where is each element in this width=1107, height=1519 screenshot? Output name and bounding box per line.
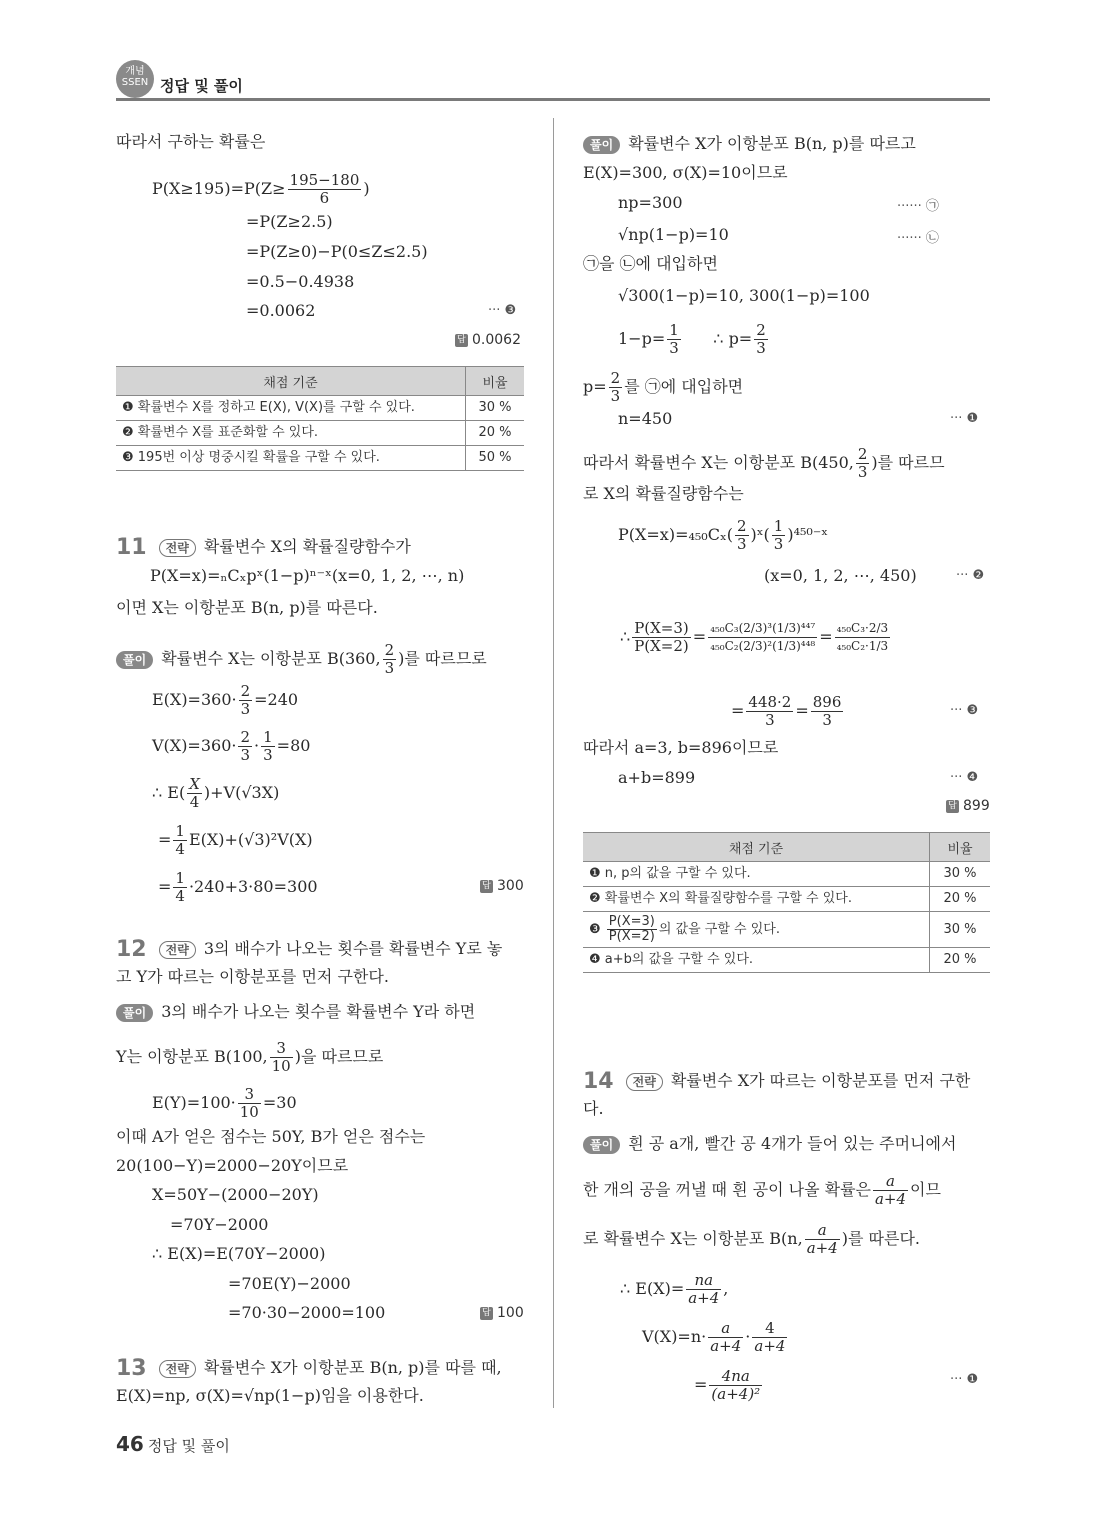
frac-den: a+4 bbox=[754, 1337, 786, 1355]
q12-number: 12 bbox=[116, 936, 147, 962]
q12-e1a: E(Y)=100· bbox=[152, 1093, 236, 1112]
logo-line1: 개념 bbox=[125, 66, 145, 77]
q13-e8-frac3 bbox=[835, 620, 891, 655]
q14-so3 bbox=[583, 1222, 920, 1257]
strategy-badge: 전략 bbox=[626, 1073, 663, 1091]
p10-frac bbox=[288, 172, 362, 207]
q14-eq3-mark: ··· ❶ bbox=[950, 1372, 979, 1387]
frac-num: na bbox=[686, 1272, 721, 1290]
q13-e9a: = bbox=[731, 701, 745, 720]
frac-den: a+4 bbox=[688, 1289, 720, 1307]
q14-e1b: , bbox=[723, 1279, 729, 1298]
q11-eq2 bbox=[152, 729, 310, 764]
q13-t2b: 를 ㉠에 대입하면 bbox=[624, 377, 744, 396]
q13-strategy-text1: 확률변수 X가 이항분포 B(n, p)를 따를 때, bbox=[203, 1358, 502, 1377]
table1-header-ratio: 비율 bbox=[466, 367, 525, 396]
q13-eq4 bbox=[618, 322, 770, 357]
frac-den: 3 bbox=[263, 746, 273, 764]
q11-so1a: 확률변수 X는 이항분포 B(360, bbox=[161, 649, 381, 668]
frac-den: ₄₅₀C₂(2/3)²(1/3)⁴⁴⁸ bbox=[710, 639, 816, 653]
q13-e6c: )⁴⁵⁰⁻ˣ bbox=[787, 525, 829, 544]
q12-answer bbox=[480, 1305, 524, 1321]
p10-line4: =0.5−0.4938 bbox=[246, 272, 355, 291]
q13-e6-frac1 bbox=[735, 518, 749, 553]
frac-den: (a+4)² bbox=[711, 1385, 761, 1403]
q11-e1-frac bbox=[239, 683, 253, 718]
frac-num: 2 bbox=[857, 445, 868, 463]
frac-num: 1 bbox=[773, 517, 784, 535]
q11-strategy-text1: 확률변수 X의 확률질량함수가 bbox=[203, 537, 411, 556]
q12-strategy-text2: 고 Y가 따르는 이항분포를 먼저 구한다. bbox=[116, 967, 389, 986]
frac-num: 1 bbox=[175, 822, 185, 840]
header-rule bbox=[116, 98, 990, 101]
q13-text4: 로 X의 확률질량함수는 bbox=[583, 484, 744, 503]
frac-num: X bbox=[189, 775, 200, 793]
table2-row1: ❶ n, p의 값을 구할 수 있다. bbox=[583, 862, 930, 887]
frac-num: 4 bbox=[752, 1320, 787, 1338]
q13-eq2: √np(1−p)=10 bbox=[618, 225, 729, 244]
q14-so3a: 로 확률변수 X는 이항분포 B(n, bbox=[583, 1229, 803, 1248]
q12-so2a: Y는 이항분포 B(100, bbox=[116, 1047, 268, 1066]
q12-so2-frac bbox=[270, 1040, 293, 1075]
q13-e6b: )ˣ( bbox=[750, 525, 770, 544]
frac-den: ₄₅₀C₂·1/3 bbox=[836, 639, 889, 653]
q14-so2b: 이므 bbox=[910, 1180, 941, 1199]
frac-den: 3 bbox=[240, 700, 251, 718]
q14-so3-frac bbox=[805, 1222, 840, 1257]
frac-den: 4 bbox=[175, 887, 185, 905]
q13-t2a: p= bbox=[583, 377, 607, 396]
q11-e1b: =240 bbox=[254, 690, 299, 709]
frac-num: a bbox=[805, 1222, 840, 1240]
table2-row4-ratio: 20 % bbox=[930, 948, 991, 973]
series-logo bbox=[116, 60, 154, 98]
p10-frac-den: 6 bbox=[319, 189, 330, 207]
q13-text1: ㉠을 ㉡에 대입하면 bbox=[583, 254, 718, 273]
frac-num: 4na bbox=[709, 1368, 762, 1386]
q11-strategy-text3: 이면 X는 이항분포 B(n, p)를 따른다. bbox=[116, 598, 378, 617]
q11-so1b: )를 따르므로 bbox=[398, 649, 487, 668]
q11-e5a: = bbox=[158, 877, 172, 896]
q13-eq10: a+b=899 bbox=[618, 768, 696, 787]
frac-den: 3 bbox=[765, 711, 775, 729]
table2-row4: ❹ a+b의 값을 구할 수 있다. bbox=[583, 948, 930, 973]
page-number: 46 bbox=[116, 1432, 144, 1456]
q11-e4-frac bbox=[173, 823, 187, 858]
table2-row2-ratio: 20 % bbox=[930, 887, 991, 912]
q13-eq3: √300(1−p)=10, 300(1−p)=100 bbox=[618, 286, 870, 305]
q11-answer-value: 300 bbox=[497, 878, 524, 894]
q11-e3b: )+V(√3X) bbox=[203, 783, 280, 802]
q13-t3-frac bbox=[856, 446, 870, 481]
p10-l1b: ) bbox=[363, 179, 370, 198]
q11-so1-frac bbox=[383, 642, 397, 677]
q12-eq5: =70E(Y)−2000 bbox=[228, 1274, 351, 1293]
q14-so2-frac bbox=[873, 1173, 908, 1208]
grading-table-1 bbox=[116, 366, 524, 471]
solution-badge: 풀이 bbox=[116, 1004, 153, 1022]
answer-icon: 답 bbox=[480, 880, 493, 893]
table1-row1-ratio: 30 % bbox=[466, 396, 525, 421]
q11-strategy-text2: P(X=x)=ₙCₓpˣ(1−p)ⁿ⁻ˣ(x=0, 1, 2, ⋯, n) bbox=[150, 566, 465, 585]
q11-eq1 bbox=[152, 683, 298, 718]
frac-den: 3 bbox=[756, 339, 766, 357]
table1-row2: ❷ 확률변수 X를 표준화할 수 있다. bbox=[116, 421, 466, 446]
q13-solution-intro bbox=[583, 134, 916, 154]
q11-e2-frac1 bbox=[238, 729, 252, 764]
frac-num: 2 bbox=[736, 517, 747, 535]
q13-e4-frac1 bbox=[667, 322, 681, 357]
q11-e4b: E(X)+(√3)²V(X) bbox=[188, 830, 313, 849]
q11-eq3 bbox=[152, 776, 279, 811]
q12-eq2: X=50Y−(2000−20Y) bbox=[152, 1185, 319, 1204]
table2-header-ratio: 비율 bbox=[930, 833, 991, 862]
frac-num: 2 bbox=[756, 321, 766, 339]
q13-e9-frac1 bbox=[746, 694, 793, 729]
p10-line2: =P(Z≥2.5) bbox=[246, 212, 333, 231]
frac-num: 2 bbox=[610, 369, 621, 387]
page-header-title: 정답 및 풀이 bbox=[160, 77, 243, 95]
q12-strategy-text1: 3의 배수가 나오는 횟수를 확률변수 Y로 놓 bbox=[203, 939, 503, 958]
q11-e1a: E(X)=360· bbox=[152, 690, 237, 709]
q11-e2a: V(X)=360· bbox=[152, 736, 237, 755]
frac-num: P(X=3) bbox=[608, 914, 655, 929]
q11-strategy bbox=[116, 534, 411, 560]
strategy-badge: 전략 bbox=[159, 539, 196, 557]
frac-num: 2 bbox=[240, 682, 251, 700]
q13-e8-frac2 bbox=[708, 620, 817, 655]
frac-num: 1 bbox=[175, 869, 185, 887]
strategy-badge: 전략 bbox=[159, 1360, 196, 1378]
q12-so2b: )을 따르므로 bbox=[294, 1047, 384, 1066]
frac-den: 3 bbox=[384, 659, 395, 677]
frac-num: a bbox=[873, 1173, 908, 1191]
q11-e5b: ·240+3·80=300 bbox=[188, 877, 318, 896]
table2-row3 bbox=[583, 912, 930, 948]
solution-badge: 풀이 bbox=[116, 651, 153, 669]
q12-eq4: ∴ E(X)=E(70Y−2000) bbox=[152, 1244, 326, 1263]
q14-e2-frac1 bbox=[708, 1320, 743, 1355]
table1-row3: ❸ 195번 이상 명중시킬 확률을 구할 수 있다. bbox=[116, 446, 466, 471]
q13-t2-frac bbox=[609, 370, 623, 405]
q13-so1: 확률변수 X가 이항분포 B(n, p)를 따르고 bbox=[628, 134, 916, 153]
frac-num: 1 bbox=[263, 728, 273, 746]
frac-num: 2 bbox=[240, 728, 251, 746]
frac-num: ₄₅₀C₃·2/3 bbox=[835, 620, 891, 638]
table2-r3b: 의 값을 구할 수 있다. bbox=[658, 922, 780, 937]
q12-text2: 20(100−Y)=2000−20Y이므로 bbox=[116, 1156, 349, 1175]
grading-table-2 bbox=[583, 832, 990, 973]
frac-num: 2 bbox=[384, 641, 395, 659]
q12-so1: 3의 배수가 나오는 횟수를 확률변수 Y라 하면 bbox=[161, 1002, 476, 1021]
q13-strategy bbox=[116, 1355, 502, 1381]
q14-e2a: V(X)=n· bbox=[642, 1327, 707, 1346]
solution-badge: 풀이 bbox=[583, 1136, 620, 1154]
q11-e4a: = bbox=[158, 830, 172, 849]
q13-e8-frac1 bbox=[632, 620, 691, 655]
frac-den: a+4 bbox=[874, 1190, 907, 1208]
p10-answer bbox=[455, 332, 521, 348]
q13-eq7: (x=0, 1, 2, ⋯, 450) bbox=[764, 566, 917, 585]
frac-den: 3 bbox=[669, 339, 679, 357]
q11-eq4 bbox=[158, 823, 313, 858]
solution-badge: 풀이 bbox=[583, 136, 620, 154]
q11-e2-frac2 bbox=[261, 729, 275, 764]
q13-eq9-mark: ··· ❸ bbox=[950, 703, 979, 718]
q13-number: 13 bbox=[116, 1355, 147, 1381]
p10-intro: 따라서 구하는 확률은 bbox=[116, 132, 266, 151]
frac-den: 3 bbox=[822, 711, 832, 729]
p10-line1 bbox=[152, 172, 370, 207]
q14-so3b: )를 따른다. bbox=[841, 1229, 920, 1248]
q12-so2 bbox=[116, 1040, 383, 1075]
q13-eq6 bbox=[618, 518, 828, 553]
q14-solution-intro bbox=[583, 1134, 956, 1154]
frac-den: P(X=2) bbox=[634, 637, 689, 655]
table1-row1: ❶ 확률변수 X를 정하고 E(X), V(X)를 구할 수 있다. bbox=[116, 396, 466, 421]
frac-num: 3 bbox=[238, 1086, 261, 1104]
frac-den: 3 bbox=[240, 746, 251, 764]
answer-icon: 답 bbox=[480, 1307, 493, 1320]
table2-r3a: ❸ bbox=[589, 922, 601, 937]
table2-row1-ratio: 30 % bbox=[930, 862, 991, 887]
p10-l1a: P(X≥195)=P(Z≥ bbox=[152, 179, 286, 198]
p10-frac-num: 195−180 bbox=[289, 171, 360, 189]
q14-so2a: 한 개의 공을 꺼낼 때 흰 공이 나올 확률은 bbox=[583, 1180, 871, 1199]
q13-e4b: ∴ p= bbox=[713, 329, 753, 348]
frac-num: ₄₅₀C₃(2/3)³(1/3)⁴⁴⁷ bbox=[708, 620, 817, 638]
q13-answer bbox=[946, 798, 990, 814]
frac-num: 3 bbox=[270, 1040, 293, 1058]
table2-header-criteria: 채점 기준 bbox=[583, 833, 930, 862]
frac-num: 1 bbox=[669, 321, 679, 339]
page-footer bbox=[116, 1432, 230, 1456]
q12-text1: 이때 A가 얻은 점수는 50Y, B가 얻은 점수는 bbox=[116, 1127, 426, 1146]
frac-den: 3 bbox=[773, 535, 784, 553]
q14-e2-frac2 bbox=[752, 1320, 787, 1355]
answer-icon: 답 bbox=[455, 334, 468, 347]
table2-row3-ratio: 30 % bbox=[930, 912, 991, 948]
q13-e4-frac2 bbox=[754, 322, 768, 357]
q14-so1: 흰 공 a개, 빨간 공 4개가 들어 있는 주머니에서 bbox=[628, 1134, 957, 1153]
p10-step-mark: ··· ❸ bbox=[488, 303, 517, 318]
p10-line5: =0.0062 bbox=[246, 301, 316, 320]
frac-num: 448·2 bbox=[748, 693, 792, 711]
frac-den: 3 bbox=[610, 387, 621, 405]
q11-e2m: · bbox=[254, 736, 260, 755]
q11-e5-frac bbox=[173, 870, 187, 905]
q12-e1-frac bbox=[238, 1086, 261, 1121]
q11-solution-intro bbox=[116, 642, 487, 677]
q14-e1-frac bbox=[686, 1272, 721, 1307]
q13-e6-frac2 bbox=[772, 518, 786, 553]
q13-strategy-text2: E(X)=np, σ(X)=√np(1−p)임을 이용한다. bbox=[116, 1386, 424, 1405]
q13-eq1: np=300 bbox=[618, 193, 683, 212]
table1-row3-ratio: 50 % bbox=[466, 446, 525, 471]
logo-line2: SSEN bbox=[121, 77, 149, 88]
q13-t3a: 따라서 확률변수 X는 이항분포 B(450, bbox=[583, 453, 854, 472]
q13-eq1-mark: ······ ㉠ bbox=[897, 199, 939, 214]
q13-e9b: = bbox=[795, 701, 809, 720]
q13-eq7-mark: ··· ❷ bbox=[956, 568, 985, 583]
q11-eq5 bbox=[158, 870, 318, 905]
table2-row2: ❷ 확률변수 X의 확률질량함수를 구할 수 있다. bbox=[583, 887, 930, 912]
footer-label: 정답 및 풀이 bbox=[147, 1437, 230, 1455]
q13-text2 bbox=[583, 370, 743, 405]
q13-eq9 bbox=[731, 694, 845, 729]
frac-den: a+4 bbox=[806, 1239, 838, 1257]
q11-number: 11 bbox=[116, 534, 147, 560]
q12-answer-value: 100 bbox=[497, 1305, 524, 1321]
q14-e3-frac bbox=[709, 1368, 762, 1403]
q12-strategy bbox=[116, 936, 503, 962]
q13-eq5: n=450 bbox=[618, 409, 673, 428]
answer-icon: 답 bbox=[946, 800, 959, 813]
q13-so2: E(X)=300, σ(X)=10이므로 bbox=[583, 163, 788, 182]
q13-eq5-mark: ··· ❶ bbox=[950, 411, 979, 426]
q13-eq10-mark: ··· ❹ bbox=[950, 770, 979, 785]
q14-e3a: = bbox=[694, 1375, 708, 1394]
q13-t3b: )를 따르므 bbox=[871, 453, 945, 472]
table1-row2-ratio: 20 % bbox=[466, 421, 525, 446]
q12-e1b: =30 bbox=[262, 1093, 297, 1112]
q12-eq6: =70·30−2000=100 bbox=[228, 1303, 386, 1322]
q13-eq2-mark: ······ ㉡ bbox=[897, 231, 939, 246]
q14-eq2 bbox=[642, 1320, 789, 1355]
frac-den: 4 bbox=[189, 793, 200, 811]
q13-e6a: P(X=x)=₄₅₀Cₓ( bbox=[618, 525, 733, 544]
frac-den: P(X=2) bbox=[608, 929, 655, 944]
frac-num: P(X=3) bbox=[634, 619, 689, 637]
q13-text3 bbox=[583, 446, 945, 481]
q14-strategy-text1: 확률변수 X가 따르는 이항분포를 먼저 구한 bbox=[670, 1071, 971, 1090]
q11-answer bbox=[480, 878, 524, 894]
q14-e2m: · bbox=[745, 1327, 751, 1346]
strategy-badge: 전략 bbox=[159, 941, 196, 959]
frac-num: a bbox=[708, 1320, 743, 1338]
q14-e1a: ∴ E(X)= bbox=[620, 1279, 685, 1298]
q13-e8a: ∴ bbox=[620, 627, 631, 646]
table1-header-criteria: 채점 기준 bbox=[116, 367, 466, 396]
q13-e9-frac2 bbox=[811, 694, 844, 729]
p10-answer-value: 0.0062 bbox=[472, 332, 521, 348]
q14-so2 bbox=[583, 1173, 941, 1208]
q13-eq8: ∴ $\frac{P(X=3)}{P(X=2)}$ = $\frac{\text{₄₅₀C₃(2/3)³(1/3)⁴⁴⁷}}{\text{₄₅₀C₂(2/3)²(1/3)⁴⁴⁸}}$ = $\frac{\text{₄₅₀C₃·2/3}}{\text{₄₅₀C₂·1/3}}$ bbox=[620, 619, 889, 655]
frac-num: 896 bbox=[812, 693, 842, 711]
q14-strategy-text2: 다. bbox=[583, 1099, 604, 1118]
q11-e2b: =80 bbox=[276, 736, 311, 755]
q13-e4a: 1−p= bbox=[618, 329, 666, 348]
frac-den: 4 bbox=[175, 840, 185, 858]
frac-den: 3 bbox=[857, 463, 868, 481]
q12-eq3: =70Y−2000 bbox=[170, 1215, 269, 1234]
frac-den: a+4 bbox=[710, 1337, 742, 1355]
q14-strategy bbox=[583, 1068, 971, 1094]
table2-r3-frac bbox=[607, 915, 657, 944]
q13-answer-value: 899 bbox=[963, 798, 990, 814]
q11-e3-frac bbox=[187, 776, 202, 811]
frac-den: 10 bbox=[271, 1057, 291, 1075]
frac-den: 3 bbox=[736, 535, 747, 553]
frac-den: 10 bbox=[239, 1103, 259, 1121]
q14-number: 14 bbox=[583, 1068, 614, 1094]
q11-e3a: ∴ E( bbox=[152, 783, 186, 802]
column-divider bbox=[553, 118, 554, 1408]
p10-line3: =P(Z≥0)−P(0≤Z≤2.5) bbox=[246, 242, 428, 261]
q13-text5: 따라서 a=3, b=896이므로 bbox=[583, 738, 779, 757]
q14-eq1 bbox=[620, 1272, 728, 1307]
q14-eq3 bbox=[694, 1368, 764, 1403]
q12-eq1 bbox=[152, 1086, 297, 1121]
q12-solution-intro bbox=[116, 1002, 475, 1022]
